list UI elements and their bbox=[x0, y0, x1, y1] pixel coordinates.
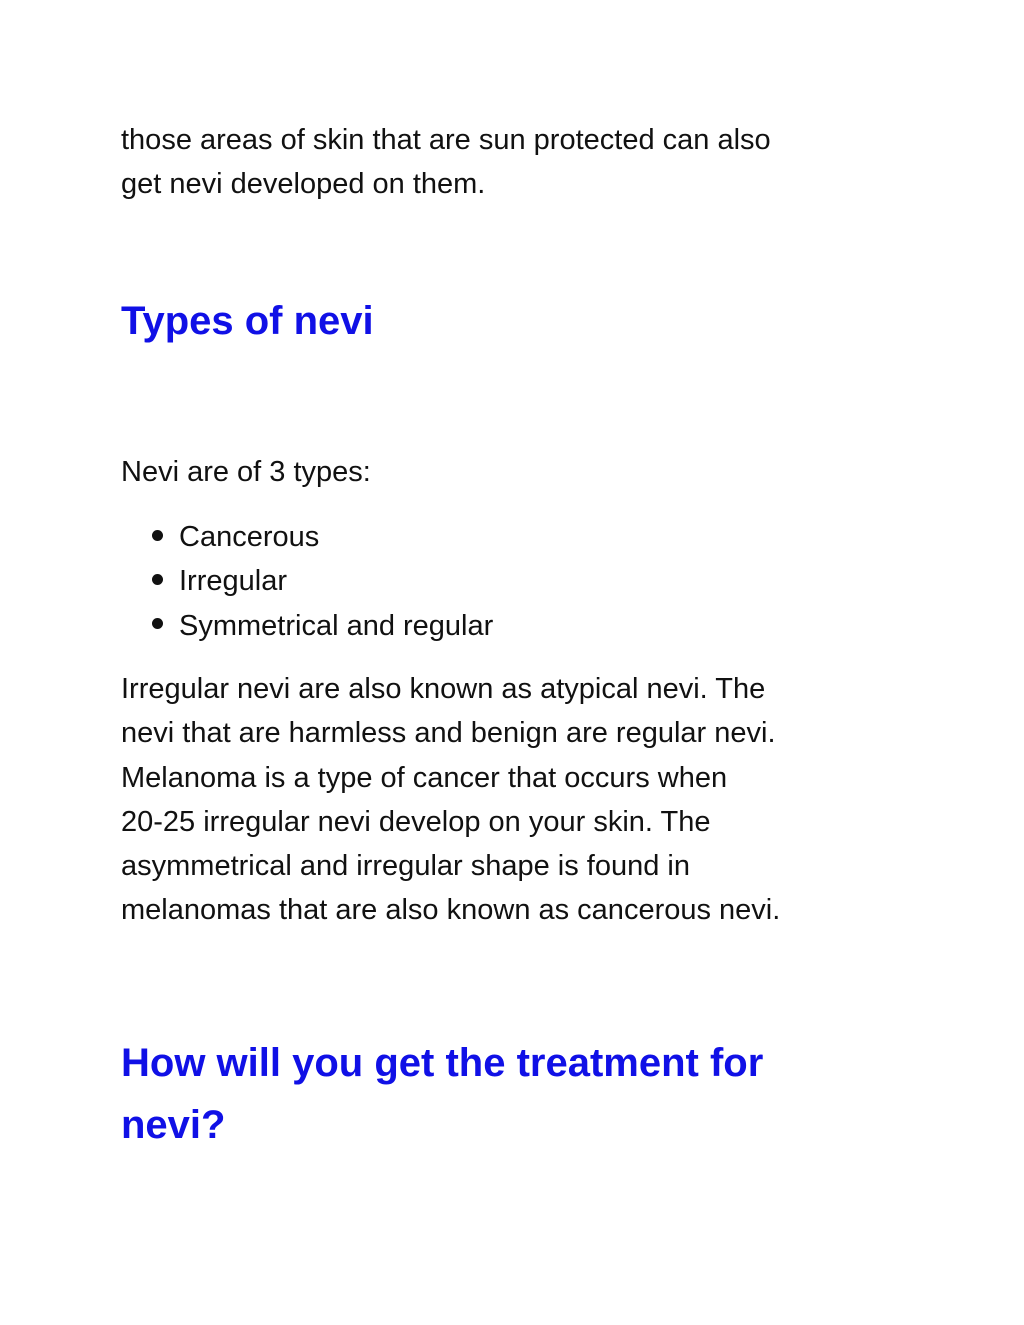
list-item bbox=[152, 559, 493, 603]
detail-line: Melanoma is a type of cancer that occurs when bbox=[121, 761, 728, 794]
types-intro-text: Nevi are of 3 types: bbox=[121, 456, 371, 488]
detail-line: 20-25 irregular nevi develop on your skin. The bbox=[121, 805, 711, 838]
detail-line: Irregular nevi are also known as atypical nevi. The bbox=[121, 673, 766, 705]
detail-line: asymmetrical and irregular shape is found in bbox=[121, 850, 690, 883]
bullet-icon bbox=[152, 530, 163, 541]
types-intro bbox=[121, 450, 921, 494]
detail-line: melanomas that are also known as cancerous nevi. bbox=[121, 894, 781, 927]
treatment-heading-line: nevi? bbox=[121, 1103, 226, 1147]
bullet-icon bbox=[152, 574, 163, 585]
list-item bbox=[152, 604, 493, 648]
types-heading bbox=[121, 290, 921, 352]
intro-line: those areas of skin that are sun protected can also bbox=[121, 124, 771, 156]
list-item-label: Irregular bbox=[179, 565, 287, 598]
list-item bbox=[152, 515, 493, 559]
intro-line: get nevi developed on them. bbox=[121, 168, 486, 201]
treatment-heading-line: How will you get the treatment for bbox=[121, 1041, 764, 1085]
treatment-heading bbox=[121, 1032, 921, 1156]
list-item-label: Cancerous bbox=[179, 521, 320, 553]
list-item-label: Symmetrical and regular bbox=[179, 609, 494, 642]
types-list bbox=[152, 515, 493, 648]
types-detail-paragraph bbox=[121, 667, 921, 933]
bullet-icon bbox=[152, 618, 163, 629]
types-heading-text: Types of nevi bbox=[121, 299, 374, 343]
intro-paragraph bbox=[121, 118, 921, 207]
detail-line: nevi that are harmless and benign are regular nevi. bbox=[121, 717, 776, 750]
